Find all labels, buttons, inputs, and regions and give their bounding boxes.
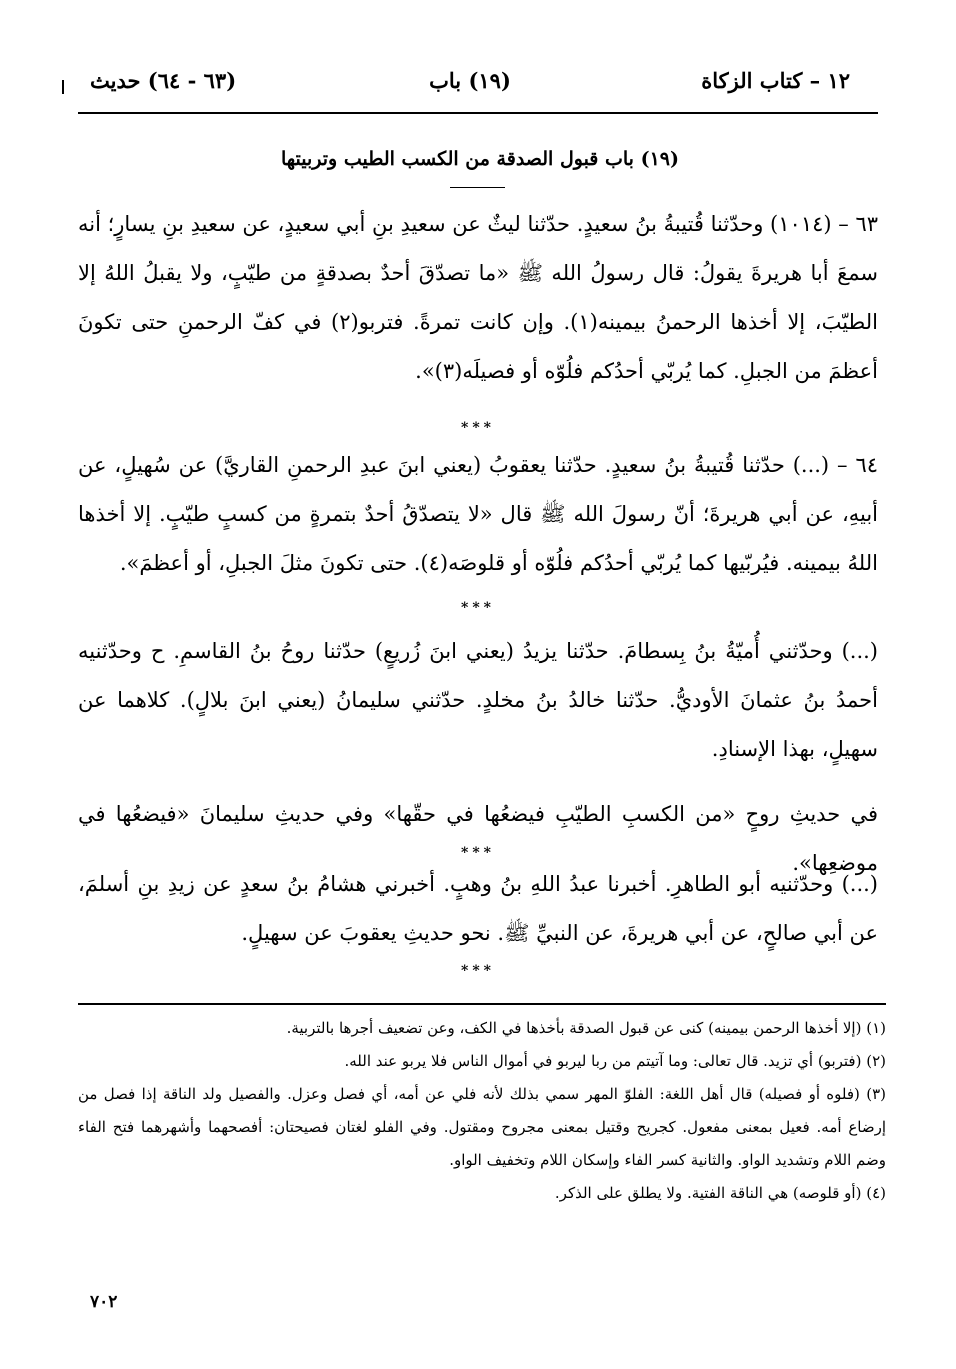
header-chapter-number: (١٩) باب — [429, 68, 511, 93]
hadith-64-variant-note: في حديثِ روحٍ «من الكسبِ الطيّبِ فيضعُها في حقّها» وفي حديثِ سليمانَ «فيضعُها في موضعِها». — [78, 802, 878, 875]
hadith-64-chain-2: (...) وحدّثني أُميّةُ بنُ بِسطامَ. حدّثنا يزيدُ (يعني ابنَ زُريعٍ) حدّثنا روحُ بنُ القاسمِ. ح وحدّثنيه أحمدُ بنُ عثمانَ الأوديُّ. حدّثنا خالدُ بنُ مخلدٍ. حدّثني سليمانُ (يعني ابنَ بلالٍ). كلاهما عن سهيلٍ، بهذا الإسنادِ. — [78, 639, 878, 761]
footnote-3: (٣) (فلوه أو فصيله) قال أهل اللغة: الفلوّ المهر سمي بذلك لأنه فلي عن أمه، أي فصل وعزل. والفصيل ولد الناقة إذا فصل من إرضاع أمه. فعيل بمعنى مفعول. كجريح وقتيل بمعنى مجروح ومقتول. وفي الفلو لغتان فصيحتان: أفصحهما وأشهرهما فتح الفاء وضم اللام وتشديد الواو. والثانية كسر الفاء وإسكان اللام وتخفيف الواو. — [78, 1085, 886, 1169]
header-divider — [78, 112, 878, 114]
section-separator: *** — [461, 600, 495, 616]
edge-mark — [62, 80, 64, 94]
running-header — [90, 68, 850, 108]
footnote-1: (١) (إلا أخذها الرحمن بيمينه) كنى عن قبول الصدقة بأخذها في الكف، وعن تضعيف أجرها بالتربية. — [286, 1019, 886, 1037]
footnote-divider — [78, 1003, 886, 1005]
header-hadith-range: (٦٣ - ٦٤) حديث — [90, 68, 237, 93]
header-book-title: ١٢ – كتاب الزكاة — [701, 68, 850, 93]
hadith-64: ٦٤ – (...) حدّثنا قُتيبةُ بنُ سعيدٍ. حدّثنا يعقوبُ (يعني ابنَ عبدِ الرحمنِ القاريَّ) عن سُهيلٍ، عن أبيهِ، عن أبي هريرةَ؛ أنّ رسولَ الله ﷺ قال «لا يتصدّقُ أحدٌ بتمرةٍ من كسبٍ طيّبٍ. إلا أخذها اللهُ بيمينه. فيُربّيها كما يُربّي أحدُكم فلُوّه أو قلوصَه(٤). حتى تكونَ مثلَ الجبلِ، أو أعظمَ». — [78, 453, 878, 575]
title-underline — [450, 187, 505, 188]
hadith-64-chain-3: (...) وحدّثنيه أبو الطاهرِ. أخبرنا عبدُ اللهِ بنُ وهبٍ. أخبرني هشامُ بنُ سعدٍ عن زيدِ بنِ أسلمَ، عن أبي صالحٍ، عن أبي هريرةَ، عن النبيِّ ﷺ. نحو حديثِ يعقوبَ عن سهيلٍ. — [78, 872, 878, 945]
chapter-title: (١٩) باب قبول الصدقة من الكسب الطيب وتربيتها — [280, 148, 679, 170]
footnote-4: (٤) (أو قلوصه) هي الناقة الفتية. ولا يطلق على الذكر. — [554, 1184, 886, 1202]
hadith-63: ٦٣ – (١٠١٤) وحدّثنا قُتيبةُ بنُ سعيدٍ. حدّثنا ليثٌ عن سعيدِ بنِ أبي سعيدٍ، عن سعيدِ بنِ يسارٍ؛ أنه سمعَ أبا هريرةَ يقولُ: قال رسولُ الله ﷺ «ما تصدّقَ أحدٌ بصدقةٍ من طيّبٍ، ولا يقبلُ اللهُ إلا الطيّبَ، إلا أخذها الرحمنُ بيمينه(١). وإن كانت تمرةً. فتربو(٢) في كفّ الرحمنِ حتى تكونَ أعظمَ من الجبلِ. كما يُربّي أحدُكم فلُوّه أو فصيلَه(٣)». — [78, 212, 879, 383]
footnote-2: (٢) (فتربو) أي تزيد. قال تعالى: وما آتيتم من ربا ليربو في أموال الناس فلا يربو عند الله. — [344, 1052, 886, 1070]
section-separator: *** — [461, 420, 495, 436]
footnotes — [78, 1012, 886, 1210]
section-separator: *** — [461, 845, 495, 861]
page-number: ٧٠٢ — [90, 1292, 118, 1312]
section-separator: *** — [461, 963, 495, 979]
